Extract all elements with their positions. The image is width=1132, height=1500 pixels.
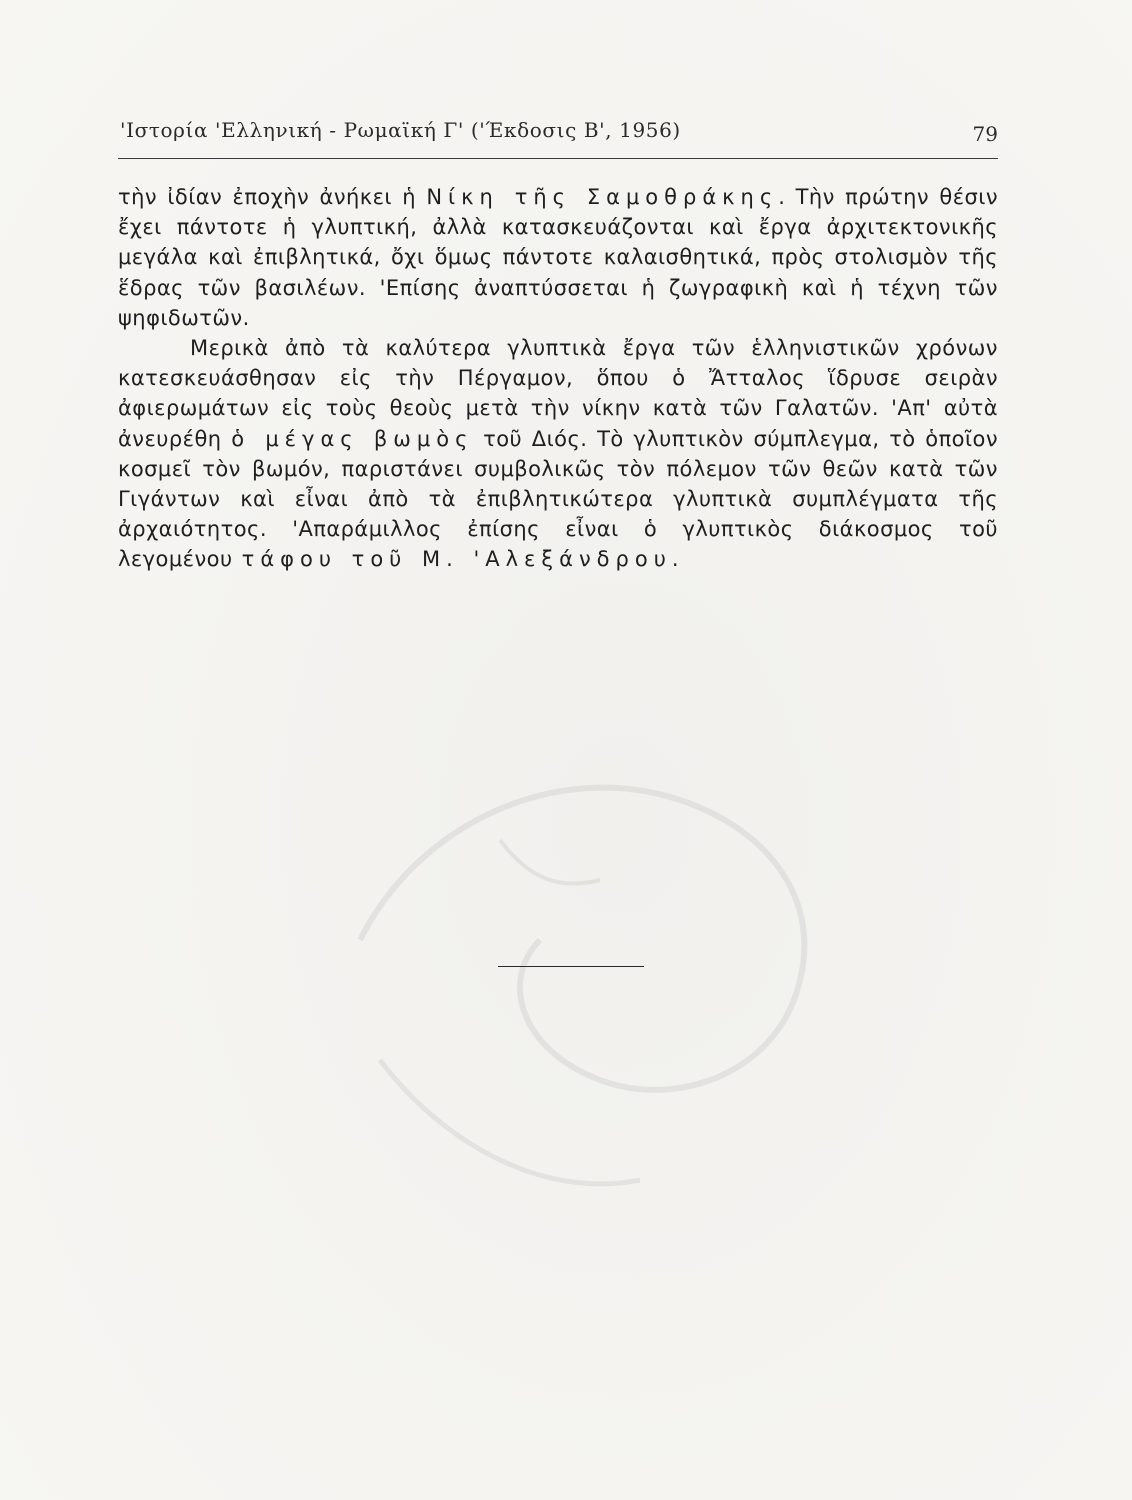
emphasis-great-altar: ὁ μέγας βωμὸς bbox=[231, 426, 474, 451]
text-run: τοῦ Διός. Τὸ γλυπτικὸν σύμπλεγμα, τὸ ὁποῖον κοσμεῖ τὸν βωμόν, παριστάνει συμβολικῶς τὸν πόλεμον τῶν θεῶν κατὰ τῶν Γιγάντων καὶ εἶναι ἀπὸ τὰ ἐπιβλητικώτερα γλυπτικὰ συμπλέγματα τῆς ἀρχαιότητος. 'Απαράμιλλος ἐπίσης εἶναι ὁ γλυπτικὸς διάκοσμος τοῦ λεγομένου bbox=[118, 426, 999, 572]
paragraph-1 bbox=[118, 182, 998, 333]
emphasis-nike-of-samothrace: Νίκη τῆς Σαμοθράκης bbox=[426, 185, 779, 209]
running-header bbox=[118, 118, 998, 159]
text-run: . bbox=[671, 547, 679, 572]
body-text bbox=[118, 182, 998, 575]
running-title: 'Ιστορία 'Ελληνική - Ρωμαϊκή Γ' ('Έκδοσις Β', 1956) bbox=[120, 118, 681, 142]
text-run: τὴν ἰδίαν ἐποχὴν ἀνήκει ἡ bbox=[118, 185, 427, 209]
show-through-illustration bbox=[300, 640, 860, 1260]
emphasis-alexander-tomb: τάφου τοῦ Μ. 'Αλεξάνδρου bbox=[241, 547, 672, 572]
section-end-rule bbox=[498, 966, 644, 967]
text-run: Μερικὰ ἀπὸ τὰ καλύτερα γλυπτικὰ ἔργα τῶν ἑλληνιστικῶν χρόνων κατεσκευάσθησαν εἰς τὴν Πέργαμον, ὅπου ὁ Ἄτταλος ἵδρυσε σειρὰν ἀφιερωμάτων εἰς τοὺς θεοὺς μετὰ τὴν νίκην κατὰ τῶν Γαλατῶν. 'Απ' αὐτὰ ἀνευρέθη bbox=[118, 336, 998, 451]
page-number: 79 bbox=[972, 122, 998, 146]
paragraph-2 bbox=[118, 333, 998, 575]
text-run: . Τὴν πρώτην θέσιν ἔχει πάντοτε ἡ γλυπτική, ἀλλὰ κατασκευάζονται καὶ ἔργα ἀρχιτεκτονικῆς μεγάλα καὶ ἐπιβλητικά, ὄχι ὅμως πάντοτε καλαισθητικά, πρὸς στολισμὸν τῆς ἕδρας τῶν βασιλέων. 'Επίσης ἀναπτύσσεται ἡ ζωγραφικὴ καὶ ἡ τέχνη τῶν ψηφιδωτῶν. bbox=[118, 185, 999, 330]
